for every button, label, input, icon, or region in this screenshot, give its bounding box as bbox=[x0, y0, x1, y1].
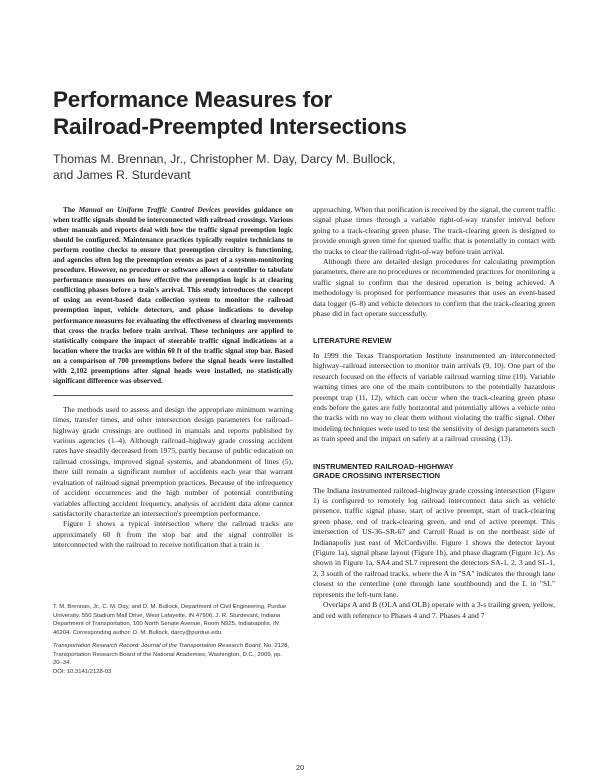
title-line-1: Performance Measures for bbox=[53, 87, 333, 112]
heading-line-1: INSTRUMENTED RAILROAD–HIGHWAY bbox=[313, 461, 454, 471]
left-column bbox=[53, 205, 293, 551]
instrumented-paragraph-2: Overlaps A and B (OLA and OLB) operate with a 3-s trailing green, yellow, and red with reference to Phases 4 and 7. Phases 4 and 7 bbox=[313, 600, 555, 620]
abstract-manual-title: Manual on Uniform Traffic Control Devices bbox=[78, 206, 221, 214]
doi-note: DOI: 10.3141/2128-03 bbox=[53, 668, 112, 675]
citation-note bbox=[53, 642, 293, 668]
section-heading-instrumented-crossing bbox=[313, 462, 555, 481]
right-paragraph-2: Although there are detailed design procedures for calculating preemption parameters, there are no procedures or recommended practices for monitoring a traffic signal to confirm that the desired operation is being achieved. A methodology is proposed for performance measures that uses an event-based data logger (6–8) and vehicle detectors to confirm that the track-clearing green phase did in fact operate successfully. bbox=[313, 257, 555, 319]
author-affiliation-note: T. M. Brennan, Jr., C. M. Day, and D. M. Bullock, Department of Civil Engineering, Purdue University, 550 Stadium Mall Drive, West Lafayette, IN 47906. J. R. Sturdevant, Indiana Department of Transportation, 100 North Senate Avenue, Room N925, Indianapolis, IN 46204. Corresponding author: D. M. Bullock, darcy@purdue.edu. bbox=[53, 604, 287, 636]
heading-line-2: GRADE CROSSING INTERSECTION bbox=[313, 471, 441, 481]
paper-title bbox=[53, 86, 553, 140]
page-number: 20 bbox=[295, 763, 305, 772]
abstract-lead: The bbox=[63, 206, 79, 214]
journal-name: Transportation Research Record: Journal of the Transportation Research Board, bbox=[53, 643, 263, 649]
title-line-2: Railroad-Preempted Intersections bbox=[53, 114, 407, 139]
authors-line-1: Thomas M. Brennan, Jr., Christopher M. Day, Darcy M. Bullock, bbox=[53, 152, 396, 166]
authors-line-2: and James R. Sturdevant bbox=[53, 168, 191, 182]
right-column bbox=[313, 205, 555, 621]
footnote-block bbox=[53, 603, 293, 676]
instrumented-paragraph-1: The Indiana instrumented railroad–highway grade crossing intersection (Figure 1) is configured to remotely log railroad interconnect data such as vehicle presence, traffic signal phase, start of active preempt, start of track-clearing green phase, end of track-clearing green, and end of active preempt. This intersection of US-36–SR-67 and Carroll Road is on the northeast side of Indianapolis just east of McCordsville. Figure 1 shows the detector layout (Figure 1a), signal phase layout (Figure 1b), and phase diagram (Figure 1c). As shown in Figure 1a, SA4 and SL7 represent the detectors SA-1, 2, 3 and SL-1, 2, 3 south of the railroad tracks, where the A in "SA" indicates the through lane closest to the centerline (one through lane southbound) and the L in "SL" represents the left-turn lane. bbox=[313, 485, 555, 599]
abstract bbox=[53, 205, 293, 386]
abstract-text: provides guidance on when traffic signals should be interconnected with railroad crossings. Various other manuals and reports deal with how the traffic signal preemption logic should be configured. Maintenance practices typically require technicians to perform routine checks to ensure that preemption circuitry is functioning, and agencies often log the preemption events as part of a system-monitoring procedure. However, no procedure or software allows a controller to tabulate performance measures on how effective the preemption logic is at clearing conflicting phases before a train's arrival. This study introduces the concept of using an event-based data collection system to monitor the railroad preemption input, vehicle detectors, and phase indications to develop performance measures for evaluating the effectiveness of clearing movements that cross the tracks before train arrival. These techniques are applied to statistically compare the impact of steerable traffic signal indications at a location where the tracks are within 60 ft of the traffic signal stop bar. Based on a comparison of 700 preemptions before the signal heads were installed with 2,102 preemptions after signal heads were installed, no statistically significant difference was observed. bbox=[53, 206, 293, 385]
intro-paragraph-1: The methods used to assess and design the appropriate minimum warning times, transfer times, and other intersection design parameters for railroad–highway grade crossings are outlined in manuals and reports published by various agencies (1–4). Although railroad–highway grade crossing accident rates have steadily decreased from 1975, partly because of public education on railroad crossings, improved signal systems, and abandonment of lines (5), there still remain a significant number of accidents each year that warrant evaluation of railroad signal preemption practices. Because of the infrequency of accident occurrences and the high number of potential contributing variables affecting accident frequency, analysis of accident data alone cannot satisfactorily characterize an intersection's preemption performance. bbox=[53, 404, 293, 518]
journal-details: No. 2128, Transportation Research Board of the National Academies, Washington, D.C., 2009, pp. 20–34. bbox=[53, 643, 290, 666]
author-list bbox=[53, 151, 553, 183]
right-paragraph-1: approaching. When that notification is received by the signal, the current traffic signal phase times through a variable right-of-way transfer interval before going to a track-clearing green phase. The track-clearing green is designed to provide enough green time for queued traffic that is potentially in contact with the tracks to clear the railroad right-of-way before train arrival. bbox=[313, 205, 555, 256]
literature-review-paragraph: In 1999 the Texas Transportation Institute instrumented an interconnected highway–railroad intersection to monitor train arrivals (9, 10). One part of the research focused on the effects of variable railroad warning time (10). Variable warning times are one of the main contributors to the potentially hazardous preempt trap (11, 12), which can occur when the track-clearing green phase ends before the gates are fully horizontal and potentially allows a vehicle onto the tracks with no way to clear them without violating the traffic signal. Other modeling techniques were used to test the sensitivity of design parameters such as train speed and the impact on safety at a railroad crossing (13). bbox=[313, 350, 555, 444]
section-heading-literature-review: LITERATURE REVIEW bbox=[313, 336, 392, 346]
intro-paragraph-2: Figure 1 shows a typical intersection where the railroad tracks are approximately 60 ft from the stop bar and the signal controller is interconnected with the railroad to receive notification that a train is bbox=[53, 519, 293, 550]
